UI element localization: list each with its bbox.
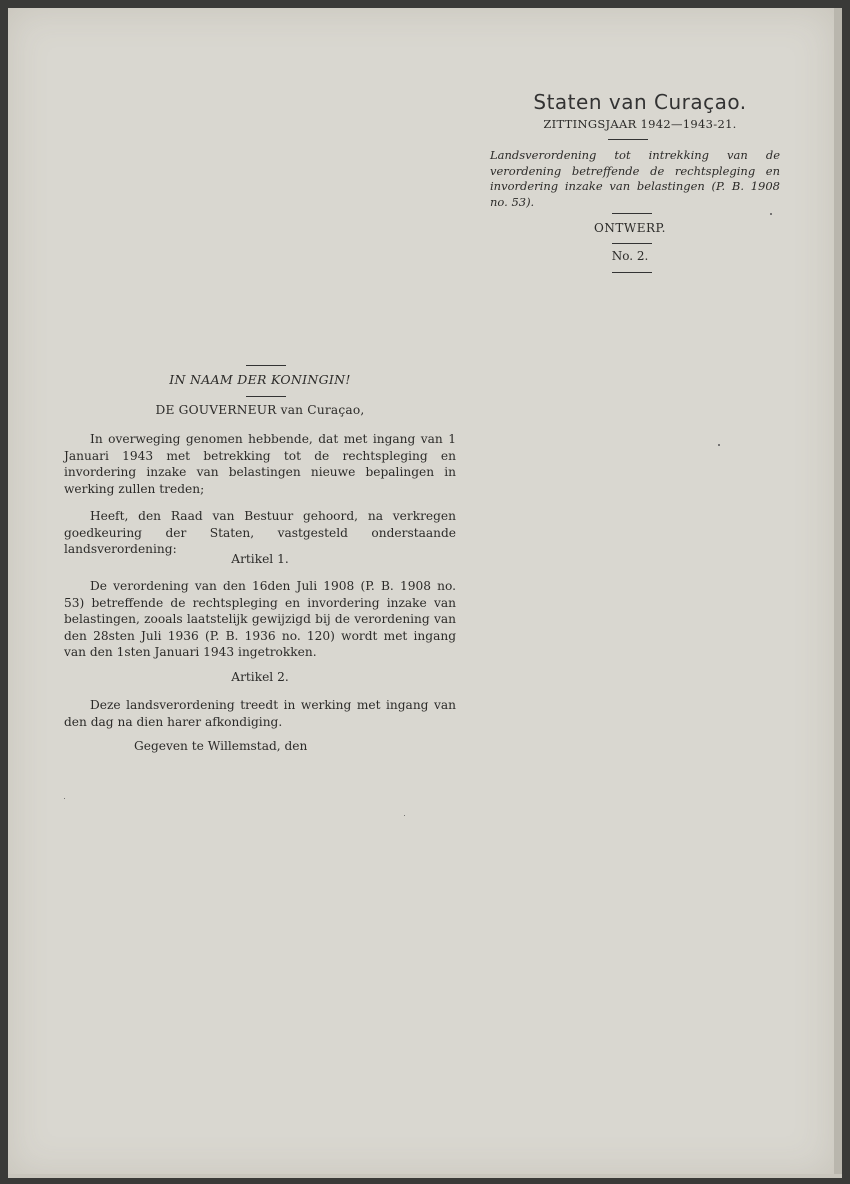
article-2-heading: Artikel 2. xyxy=(231,670,289,684)
divider xyxy=(246,365,286,366)
session-year: ZITTINGSJAAR 1942—1943-21. xyxy=(543,117,737,131)
draft-label: ONTWERP. xyxy=(594,221,666,235)
invocation-heading: IN NAAM DER KONINGIN! xyxy=(169,372,351,387)
divider xyxy=(608,139,648,140)
closing-line: Gegeven te Willemstad, den xyxy=(134,739,308,753)
divider xyxy=(612,272,652,273)
divider xyxy=(246,396,286,397)
governor-line: DE GOUVERNEUR van Curaçao, xyxy=(155,403,365,417)
document-number: No. 2. xyxy=(611,249,649,263)
preamble-paragraph: In overweging genomen hebbende, dat met ingang van 1 Januari 1943 met betrekking tot de rechtspleging en invordering inzake van belastingen nieuwe bepalingen in werking zullen treden; xyxy=(64,432,456,496)
divider xyxy=(612,213,652,214)
article-1-text: De verordening van den 16den Juli 1908 (P. B. 1908 no. 53) betreffende de rechtspleging en invordering inzake van belastingen, zooals laatstelijk gewijzigd bij de verordening van den 28sten Juli 1936 (P. B. 1936 no. 120) wordt met ingang van den 1sten Januari 1943 ingetrokken. xyxy=(64,579,456,659)
article-2-text: Deze landsverordening treedt in werking met ingang van den dag na dien harer afkondiging. xyxy=(64,698,456,729)
divider xyxy=(612,243,652,244)
ordinance-description: Landsverordening tot intrekking van de verordening betreffende de rechtspleging en invordering inzake van belastingen (P. B. 1908 no. 53). xyxy=(490,148,780,209)
page-edge-right xyxy=(834,8,842,1176)
article-1-heading: Artikel 1. xyxy=(231,552,289,566)
enactment-paragraph: Heeft, den Raad van Bestuur gehoord, na verkregen goedkeuring der Staten, vastgesteld onderstaande landsverordening: xyxy=(64,509,456,556)
document-title: Staten van Curaçao. xyxy=(533,90,747,114)
page-edge-bottom xyxy=(8,1174,842,1178)
